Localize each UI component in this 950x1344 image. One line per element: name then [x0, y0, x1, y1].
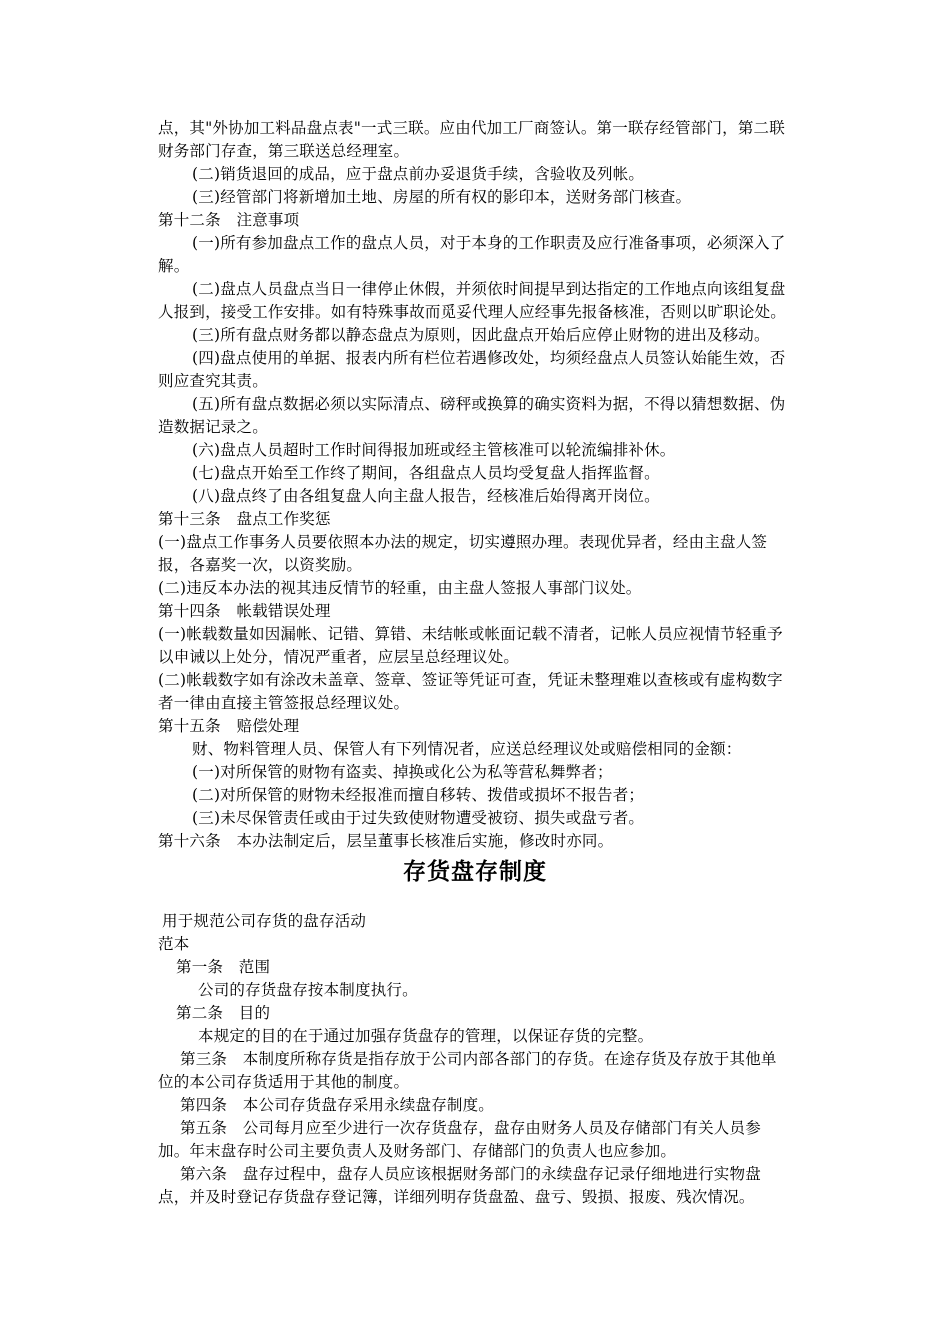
- article-heading: 第十五条 赔偿处理: [158, 717, 300, 735]
- paragraph: 点，其"外协加工料品盘点表"一式三联。应由代加工厂商签认。第一联存经管部门，第二联财务部门存查，第三联送总经理室。: [158, 119, 785, 160]
- paragraph: (五)所有盘点数据必须以实际清点、磅秤或换算的确实资料为据，不得以猜想数据、伪造数据记录之。: [158, 395, 786, 436]
- article-heading: 第二条 目的: [176, 1004, 271, 1022]
- paragraph: (一)所有参加盘点工作的盘点人员，对于本身的工作职责及应行准备事项，必须深入了解。: [158, 234, 786, 275]
- paragraph: (一)帐载数量如因漏帐、记错、算错、未结帐或帐面记载不清者，记帐人员应视情节轻重予以申诫以上处分，情况严重者，应层呈总经理议处。: [158, 625, 783, 666]
- paragraph: (二)销货退回的成品，应于盘点前办妥退货手续，含验收及列帐。: [192, 165, 645, 183]
- section-a: [158, 117, 786, 853]
- subtitle: 用于规范公司存货的盘存活动: [162, 912, 367, 930]
- paragraph: (六)盘点人员超时工作时间得报加班或经主管核准可以轮流编排补休。: [192, 441, 676, 459]
- paragraph: 本规定的目的在于通过加强存货盘存的管理，以保证存货的完整。: [198, 1027, 654, 1045]
- paragraph: 公司的存货盘存按本制度执行。: [198, 981, 418, 999]
- article-heading: 第十二条 注意事项: [158, 211, 300, 229]
- paragraph: (三)经管部门将新增加土地、房屋的所有权的影印本，送财务部门核查。: [192, 188, 692, 206]
- paragraph: (七)盘点开始至工作终了期间，各组盘点人员均受复盘人指挥监督。: [192, 464, 660, 482]
- paragraph: (八)盘点终了由各组复盘人向主盘人报告，经核准后始得离开岗位。: [192, 487, 660, 505]
- article-heading: 第十四条 帐载错误处理: [158, 602, 331, 620]
- paragraph: (二)帐载数字如有涂改未盖章、签章、签证等凭证可查，凭证未整理难以查核或有虚构数字者一律由直接主管签报总经理议处。: [158, 671, 783, 712]
- paragraph: 第四条 本公司存货盘存采用永续盘存制度。: [180, 1096, 495, 1114]
- paragraph: 财、物料管理人员、保管人有下列情况者，应送总经理议处或赔偿相同的金额：: [192, 740, 742, 758]
- paragraph: (二)对所保管的财物未经报准而擅自移转、拨借或损坏不报告者；: [192, 786, 645, 804]
- paragraph: (三)所有盘点财务都以静态盘点为原则，因此盘点开始后应停止财物的进出及移动。: [192, 326, 770, 344]
- paragraph: (三)未尽保管责任或由于过失致使财物遭受被窃、损失或盘亏者。: [192, 809, 645, 827]
- paragraph: (二)违反本办法的视其违反情节的轻重，由主盘人签报人事部门议处。: [158, 579, 642, 597]
- paragraph: 第六条 盘存过程中，盘存人员应该根据财务部门的永续盘存记录仔细地进行实物盘点，并及时登记存货盘存登记簿，详细列明存货盘盈、盘亏、毁损、报废、残次情况。: [158, 1165, 761, 1206]
- section-b: [158, 910, 786, 1209]
- paragraph: (四)盘点使用的单据、报表内所有栏位若遇修改处，均须经盘点人员签认始能生效，否则应查究其责。: [158, 349, 786, 390]
- article-heading: 第十六条 本办法制定后，层呈董事长核准后实施，修改时亦同。: [158, 832, 614, 850]
- paragraph: 第五条 公司每月应至少进行一次存货盘存，盘存由财务人员及存储部门有关人员参加。年末盘存时公司主要负责人及财务部门、存储部门的负责人也应参加。: [158, 1119, 761, 1160]
- label-template: 范本: [158, 935, 190, 953]
- paragraph: (二)盘点人员盘点当日一律停止休假，并须依时间提早到达指定的工作地点向该组复盘人报到，接受工作安排。如有特殊事故而觅妥代理人应经事先报备核准，否则以旷职论处。: [158, 280, 787, 321]
- article-heading: 第一条 范围: [176, 958, 271, 976]
- document-title: 存货盘存制度: [403, 859, 547, 885]
- article-heading: 第十三条 盘点工作奖惩: [158, 510, 331, 528]
- paragraph: (一)盘点工作事务人员要依照本办法的规定，切实遵照办理。表现优异者，经由主盘人签报，各嘉奖一次，以资奖励。: [158, 533, 768, 574]
- paragraph: (一)对所保管的财物有盗卖、掉换或化公为私等营私舞弊者；: [192, 763, 613, 781]
- paragraph: 第三条 本制度所称存货是指存放于公司内部各部门的存货。在途存货及存放于其他单位的本公司存货适用于其他的制度。: [158, 1050, 777, 1091]
